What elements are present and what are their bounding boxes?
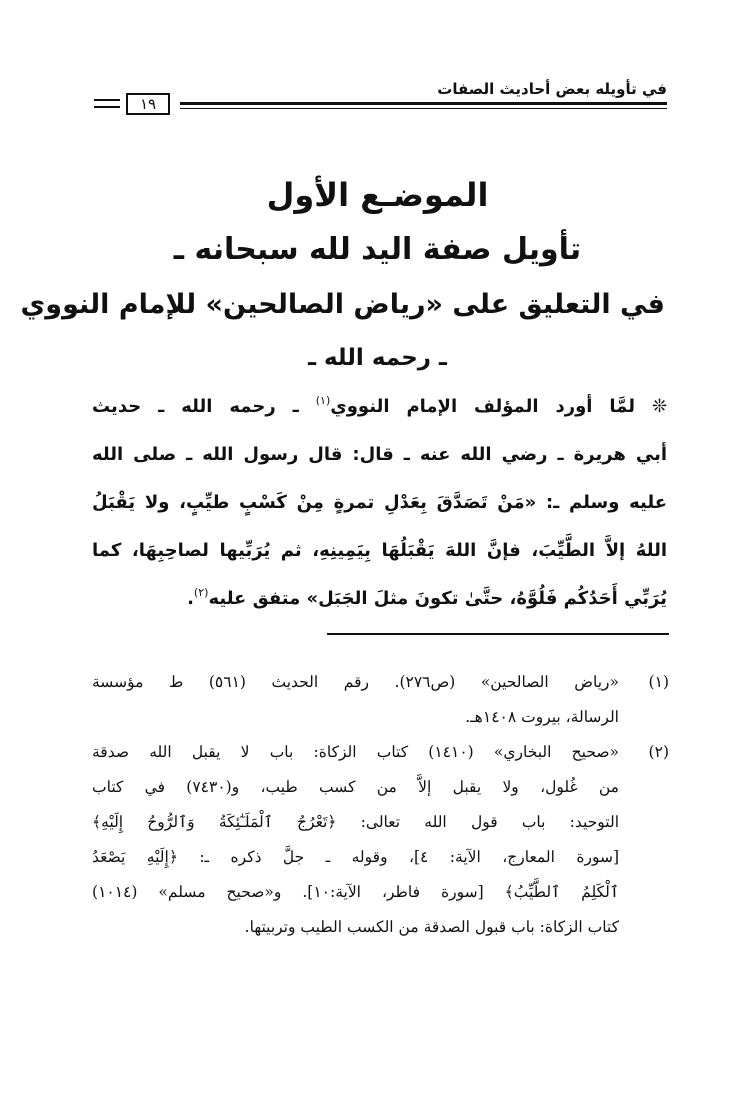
footnote-number: (١): [648, 673, 669, 691]
footnote-2: [92, 735, 669, 945]
main-text-span: ـ رحمه الله ـ حديث: [92, 396, 316, 417]
main-text-span: ❊ لمَّا أورد المؤلف الإمام النووي: [330, 396, 667, 417]
main-line: أبي هريرة ـ رضي الله عنه ـ قال: قال رسول الله ـ صلى الله: [92, 444, 667, 465]
running-title: في تأويله بعض أحاديث الصفات: [437, 80, 667, 98]
footnote-line: من غُلول، ولا يقبل إلاَّ من كسب طيب، و(٧٤٣٠) في كتاب: [92, 778, 619, 796]
footnote-line: كتاب الزكاة: باب قبول الصدقة من الكسب الطيب وتربيتها.: [244, 918, 619, 936]
title-line-3: في التعليق على «رياض الصالحين» للإمام النووي: [20, 289, 665, 320]
title-line-1: الموضـع الأول: [266, 176, 489, 214]
footnote-line: ٱلْكَلِمُ ٱلطَّيِّبُ﴾ [سورة فاطر، الآية:١٠]. و«صحيح مسلم» (١٠١٤): [92, 883, 619, 901]
footnote-separator: [327, 633, 669, 635]
footnote-ref-2: (٢): [193, 586, 209, 599]
footnote-1: [92, 665, 669, 735]
footnotes: [92, 665, 669, 945]
header-rule-thin: [180, 108, 667, 109]
title-line-4: ـ رحمه الله ـ: [308, 345, 447, 371]
title-line-2: تأويل صفة اليد لله سبحانه ـ: [173, 232, 582, 267]
main-line: [92, 383, 667, 431]
main-paragraph: [92, 383, 667, 623]
main-line: اللهُ إلاَّ الطَّيِّبَ، فإنَّ اللهَ يَقْبَلُهَا بِيَمِينِهِ، ثم يُرَبِّيها لصاحِبِهَا، كما: [92, 540, 667, 561]
footnote-line: [سورة المعارج، الآية: ٤]، وقوله ـ جلَّ ذكره ـ: ﴿إِلَيْهِ يَصْعَدُ: [92, 848, 619, 866]
main-line: [92, 575, 667, 623]
page-number-ornament: [94, 99, 120, 101]
footnote-ref-1: (١): [315, 394, 331, 407]
footnote-line: التوحيد: باب قول الله تعالى: ﴿تَعْرُجُ ٱلْمَلَـٰٓئِكَةُ وَٱلرُّوحُ إِلَيْهِ﴾: [92, 813, 619, 831]
footnote-line: «رياض الصالحين» (ص٢٧٦). رقم الحديث (٥٦١) ط مؤسسة: [92, 673, 619, 691]
page-number-ornament: [94, 106, 120, 108]
header-rule: [180, 102, 667, 105]
main-text-span: يُرَبِّي أَحَدُكُم فَلُوَّهُ، حتَّىٰ تكونَ مثلَ الجَبَل» متفق عليه: [208, 588, 667, 609]
section-title: [20, 168, 665, 384]
footnote-line: «صحيح البخاري» (١٤١٠) كتاب الزكاة: باب لا يقبل الله صدقة: [92, 743, 619, 761]
main-line: عليه وسلم ـ: «مَنْ تَصَدَّقَ بِعَدْلِ تمرةٍ مِنْ كَسْبٍ طيِّبٍ، ولا يَقْبَلُ: [92, 492, 667, 513]
main-text-span: .: [187, 588, 194, 609]
footnote-number: (٢): [648, 743, 669, 761]
footnote-line: الرسالة، بيروت ١٤٠٨هـ.: [465, 708, 619, 726]
page-number: ١٩: [126, 93, 170, 115]
